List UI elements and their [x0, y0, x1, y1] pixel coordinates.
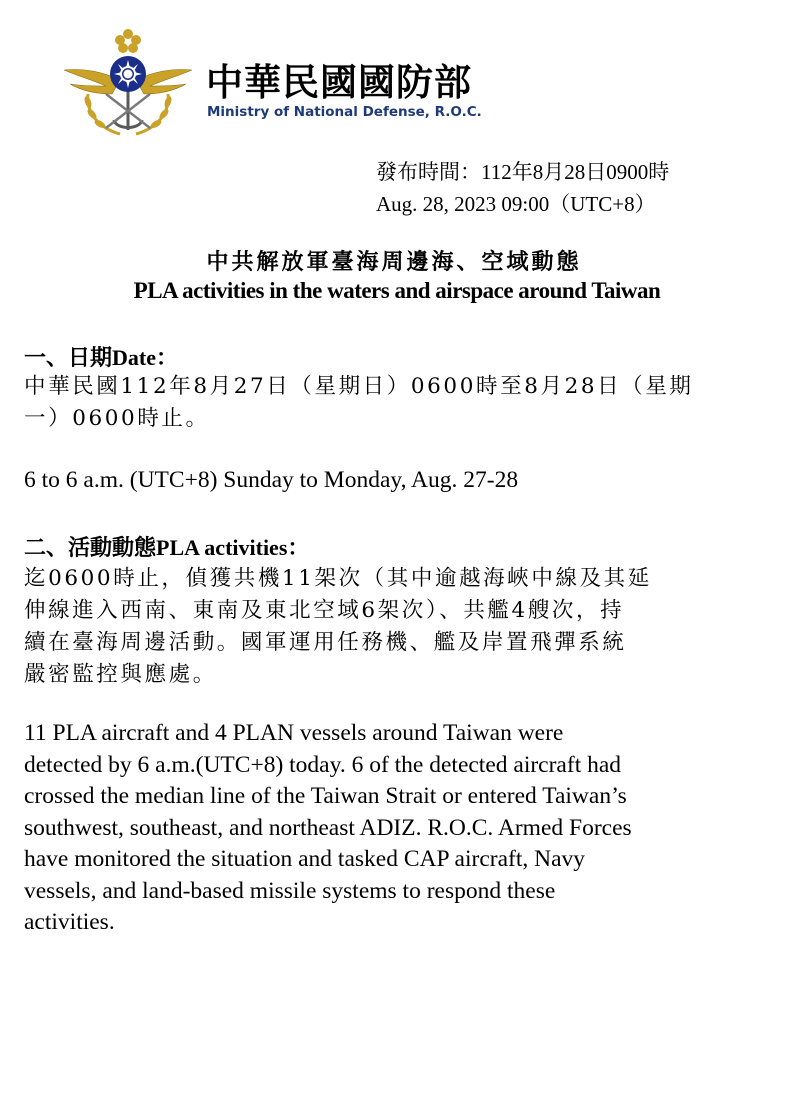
paragraph-line: 11 PLA aircraft and 4 PLAN vessels around Taiwan were [24, 720, 564, 746]
paragraph-line: 伸線進入西南、東南及東北空域6架次）、共艦4艘次，持 [24, 598, 625, 623]
paragraph-line: 迄0600時止，偵獲共機11架次（其中逾越海峽中線及其延 [24, 566, 652, 591]
release-time-zh: 發布時間：112年8月28日0900時 [376, 160, 670, 184]
paragraph-line: southwest, southeast, and northeast ADIZ. R.O.C. Armed Forces [24, 814, 632, 841]
org-name-en: Ministry of National Defense, R.O.C. [207, 104, 482, 120]
section-heading-activities-zh: 二、活動動態 [24, 535, 157, 561]
release-time [376, 156, 669, 220]
release-time-en: Aug. 28, 2023 09:00（UTC+8） [376, 192, 656, 216]
paragraph-line: crossed the median line of the Taiwan Strait or entered Taiwan’s [24, 783, 627, 809]
paragraph-line: have monitored the situation and tasked CAP aircraft, Navy [24, 846, 586, 872]
date-paragraph-zh [24, 371, 776, 435]
mnd-emblem-icon [58, 28, 198, 140]
activities-paragraph-zh [24, 563, 776, 691]
date-paragraph-en [24, 465, 794, 497]
section-heading-date-zh: 一、日期 [24, 345, 113, 371]
paragraph-line: 中華民國112年8月27日（星期日）0600時至8月28日（星期 [24, 374, 694, 399]
section-heading-date [24, 341, 178, 372]
page-title-en: PLA activities in the waters and airspace around Taiwan [133, 278, 661, 303]
paragraph-line: 一）0600時止。 [24, 406, 210, 431]
section-heading-activities [24, 531, 309, 562]
section-heading-date-en: Date： [112, 345, 178, 370]
paragraph-line: detected by 6 a.m.(UTC+8) today. 6 of the detected aircraft had [24, 751, 622, 778]
paragraph-line: 6 to 6 a.m. (UTC+8) Sunday to Monday, Aug. 27-28 [24, 467, 519, 493]
section-heading-activities-en: PLA activities： [156, 535, 310, 560]
paragraph-line: 續在臺海周邊活動。國軍運用任務機、艦及岸置飛彈系統 [24, 630, 627, 655]
org-name-zh: 中華民國國防部 [206, 61, 472, 104]
activities-paragraph-en [24, 718, 794, 939]
paragraph-line: 嚴密監控與應處。 [24, 662, 217, 687]
paragraph-line: vessels, and land-based missile systems to respond these [24, 877, 556, 904]
page-title-zh: 中共解放軍臺海周邊海、空域動態 [206, 249, 582, 275]
paragraph-line: activities. [24, 909, 115, 935]
